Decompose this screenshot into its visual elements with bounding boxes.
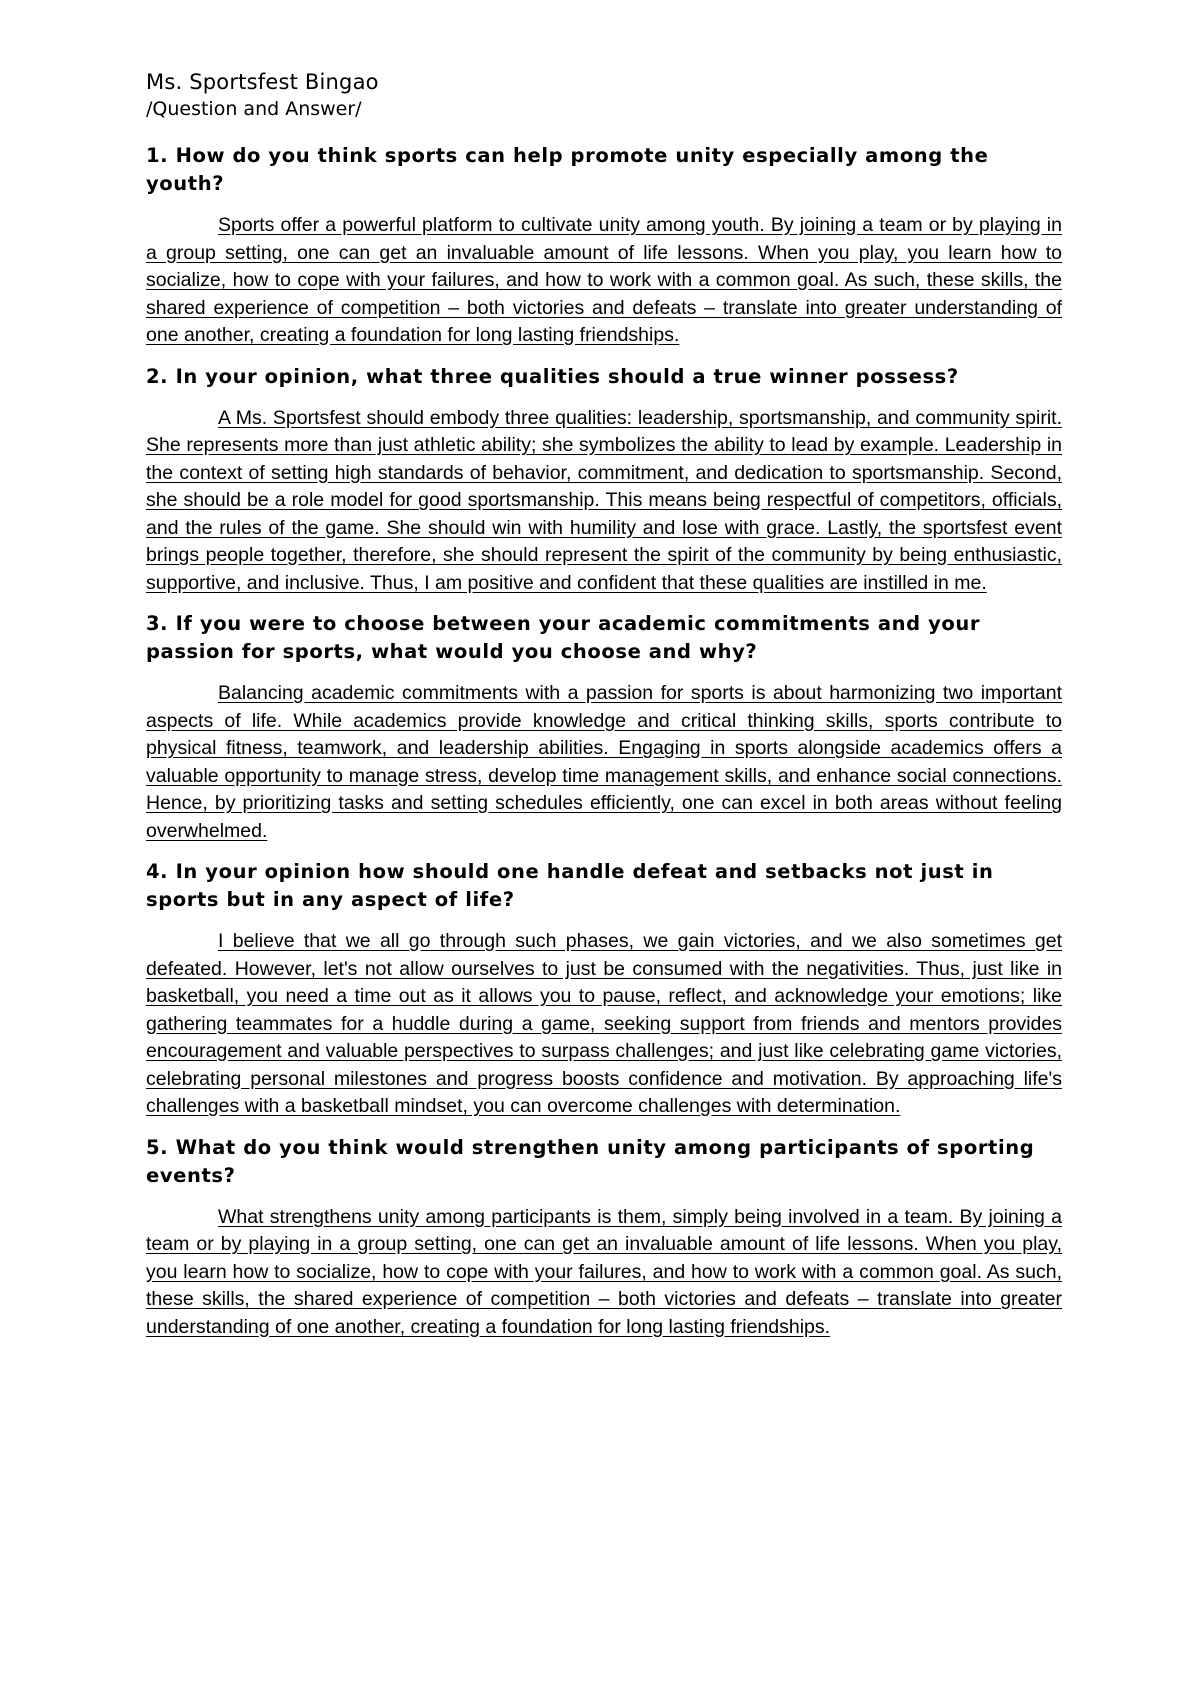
question-4: 4. In your opinion how should one handle defeat and setbacks not just in sports but in any aspect of life? [146,860,994,911]
qa-item-4 [146,858,1062,1121]
answer-1: Sports offer a powerful platform to cultivate unity among youth. By joining a team or by playing in a group setting, one can get an invaluable amount of life lessons. When you play, you learn how to socialize, how to cope with your failures, and how to work with a common goal. As such, these skills, the shared experience of competition – both victories and defeats – translate into greater understanding of one another, creating a foundation for long lasting friendships. [146,214,1062,346]
answer-2: A Ms. Sportsfest should embody three qualities: leadership, sportsmanship, and community spirit. She represents more than just athletic ability; she symbolizes the ability to lead by example. Leadership in the context of setting high standards of behavior, commitment, and dedication to sportsmanship. Second, she should be a role model for good sportsmanship. This means being respectful of competitors, officials, and the rules of the game. She should win with humility and lose with grace. Lastly, the sportsfest event brings people together, therefore, she should represent the spirit of the community by being enthusiastic, supportive, and inclusive. Thus, I am positive and confident that these qualities are instilled in me. [146,406,1062,594]
question-2: 2. In your opinion, what three qualities should a true winner possess? [146,364,959,388]
question-5: 5. What do you think would strengthen unity among participants of sporting events? [146,1135,1035,1187]
qa-item-1 [146,142,1062,350]
question-1: 1. How do you think sports can help promote unity especially among the youth? [146,144,989,195]
qa-item-3 [146,610,1062,845]
answer-5: What strengthens unity among participants is them, simply being involved in a team. By joining a team or by playing in a group setting, one can get an invaluable amount of life lessons. When you play, you learn how to socialize, how to cope with your failures, and how to work with a common goal. As such, these skills, the shared experience of competition – both victories and defeats – translate into greater understanding of one another, creating a foundation for long lasting friendships. [146,1205,1062,1338]
answer-4: I believe that we all go through such phases, we gain victories, and we also sometimes get defeated. However, let's not allow ourselves to just be consumed with the negativities. Thus, just like in basketball, you need a time out as it allows you to pause, reflect, and acknowledge your emotions; like gathering teammates for a huddle during a game, seeking support from friends and mentors provides encouragement and valuable perspectives to surpass challenges; and just like celebrating game victories, celebrating personal milestones and progress boosts confidence and motivation. By approaching life's challenges with a basketball mindset, you can overcome challenges with determination. [146,930,1062,1117]
qa-item-2 [146,363,1062,598]
document-subtitle: /Question and Answer/ [146,98,362,120]
question-3: 3. If you were to choose between your academic commitments and your passion for sports, what would you choose and why? [146,612,981,663]
document-page [146,68,1062,1354]
document-title: Ms. Sportsfest Bingao [146,70,379,94]
answer-3: Balancing academic commitments with a passion for sports is about harmonizing two important aspects of life. While academics provide knowledge and critical thinking skills, sports contribute to physical fitness, teamwork, and leadership abilities. Engaging in sports alongside academics offers a valuable opportunity to manage stress, develop time management skills, and enhance social connections. Hence, by prioritizing tasks and setting schedules efficiently, one can excel in both areas without feeling overwhelmed. [146,682,1062,842]
qa-item-5 [146,1134,1062,1342]
